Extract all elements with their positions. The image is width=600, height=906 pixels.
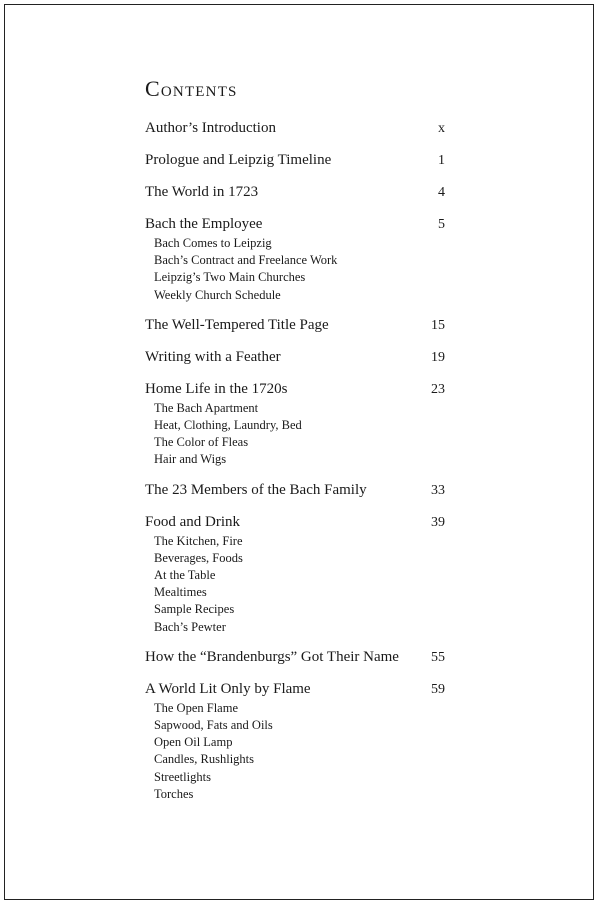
toc-subentry: The Bach Apartment bbox=[154, 400, 259, 415]
toc-subentry: Bach’s Pewter bbox=[154, 619, 226, 634]
toc-entry-page: 59 bbox=[431, 681, 445, 697]
toc-entry-title: Home Life in the 1720s bbox=[145, 380, 288, 397]
toc-subentry: At the Table bbox=[154, 568, 216, 583]
toc-entry-page: 39 bbox=[431, 514, 445, 530]
toc-entry bbox=[145, 480, 445, 501]
toc-entry-title: A World Lit Only by Flame bbox=[145, 680, 311, 697]
toc-subentry: The Open Flame bbox=[154, 700, 239, 715]
toc-subentry: Leipzig’s Two Main Churches bbox=[154, 270, 306, 285]
toc-entry-title: The Well-Tempered Title Page bbox=[145, 316, 329, 333]
toc-subentry: Weekly Church Schedule bbox=[154, 287, 281, 302]
toc-entry-title: The World in 1723 bbox=[145, 184, 259, 200]
toc-entry bbox=[145, 347, 445, 368]
contents-title: Contents bbox=[145, 76, 238, 101]
toc-subentry: Sample Recipes bbox=[154, 602, 235, 617]
toc-entry-title: The 23 Members of the Bach Family bbox=[145, 481, 367, 498]
table-of-contents bbox=[145, 76, 445, 814]
toc-entry-title: Prologue and Leipzig Timeline bbox=[145, 152, 332, 168]
toc-subentry: Hair and Wigs bbox=[154, 452, 227, 467]
toc-subentry: Heat, Clothing, Laundry, Bed bbox=[154, 418, 302, 433]
toc-entry-page: 33 bbox=[431, 482, 445, 498]
toc-subentries bbox=[145, 235, 445, 304]
toc-subentry: Open Oil Lamp bbox=[154, 735, 233, 750]
toc-subentry: Sapwood, Fats and Oils bbox=[154, 718, 273, 733]
toc-entry bbox=[145, 150, 445, 171]
toc-subentry: Streetlights bbox=[154, 769, 211, 784]
toc-entry bbox=[145, 679, 445, 803]
toc-entry bbox=[145, 214, 445, 304]
toc-entry-page: 23 bbox=[431, 381, 445, 397]
toc-subentry: The Kitchen, Fire bbox=[154, 533, 243, 548]
toc-entry bbox=[145, 315, 445, 336]
toc-subentry: Torches bbox=[154, 786, 194, 801]
toc-entry bbox=[145, 647, 445, 668]
toc-entry-title: Writing with a Feather bbox=[145, 348, 281, 365]
toc-entry-title: Bach the Employee bbox=[145, 216, 263, 232]
toc-entry-page: 5 bbox=[438, 217, 445, 232]
toc-entry bbox=[145, 512, 445, 636]
toc-subentries bbox=[145, 533, 445, 636]
toc-subentry: Bach’s Contract and Freelance Work bbox=[154, 253, 338, 268]
toc-entry-page: 4 bbox=[438, 185, 445, 200]
toc-entry bbox=[145, 379, 445, 469]
toc-subentry: The Color of Fleas bbox=[154, 435, 249, 450]
toc-entry bbox=[145, 182, 445, 203]
toc-subentry: Bach Comes to Leipzig bbox=[154, 236, 272, 250]
toc-subentry: Candles, Rushlights bbox=[154, 752, 255, 767]
toc-entry-title: How the “Brandenburgs” Got Their Name bbox=[145, 648, 399, 665]
toc-subentries bbox=[145, 400, 445, 469]
toc-entry-title: Food and Drink bbox=[145, 513, 240, 530]
toc-entry-page: 19 bbox=[431, 349, 445, 365]
toc-subentry: Mealtimes bbox=[154, 585, 207, 600]
toc-entry-page: 55 bbox=[431, 649, 445, 665]
toc-subentry: Beverages, Foods bbox=[154, 550, 243, 565]
toc-entry-page: 1 bbox=[438, 153, 445, 168]
toc-entry bbox=[145, 118, 445, 139]
toc-entry-title: Author’s Introduction bbox=[145, 120, 276, 136]
toc-subentries bbox=[145, 700, 445, 803]
toc-entry-page: x bbox=[438, 121, 445, 136]
toc-entry-page: 15 bbox=[431, 317, 445, 333]
